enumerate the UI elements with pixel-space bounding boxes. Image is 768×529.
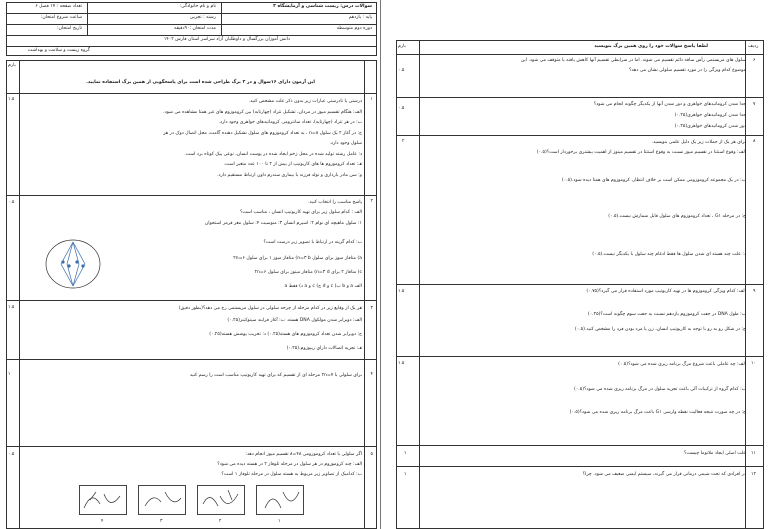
q11-number: ۱۱ (751, 451, 756, 456)
q8-line: برای هر یک از جملات زیر یک دلیل علمی بنویسید. (651, 140, 746, 145)
q2-line: پاسخ مناسب را انتخاب کنید. (308, 200, 362, 205)
q3-line: ج: دوبرابر شدن تعداد کروموزوم های هسته(۰.۲۵) د: تخریب پوشش هسته(۰.۲۵) (209, 332, 362, 337)
q1-line: ج: در آغاز ۲ یک سلول n=۸ ، به تعداد کروموزوم های سلول تشکیل دهنده گامت، محل اتصال دوک در هر (163, 131, 362, 136)
q2-line: ب: کدام گزینه در ارتباط با تصویر زیر درست است؟ (263, 240, 362, 245)
q1-line: سلول وجود دارد. (329, 141, 362, 146)
q1-line: درستی یا نادرستی عبارات زیر بدون ذکر علت مشخص کنید. (248, 99, 362, 104)
q12-text: در افرادی که تحت شیمی درمانی قرار می گیرند، سیستم ایمنی ضعیف می شود. چرا؟ (582, 472, 746, 477)
q2-line: c) متافاز ۲ برای n=۳ d) متافاز میتوز برای سلول ۲n=۶ (254, 270, 362, 275)
page-count-label: تعداد صفحه : ۱۷ فصل ۶ (35, 4, 82, 9)
q2-number: ۲ (370, 199, 373, 204)
q6-line: موضوع کدام ویژگی را در مورد تقسیم سلولی نشان می دهد؟ (629, 68, 746, 73)
q5-number: ۵ (370, 452, 373, 457)
q9-line: ب: طول DNA در جفت کروموزوم یازدهم نسبت به جفت سوم چگونه است؟(۰.۲۵) (587, 312, 746, 317)
q10-line: ج: در چه صورت نتیجه فعالیت نقطه وارسی G۱ باعث مرگ برنامه ریزی شده می شود؟(۰.۵) (569, 410, 746, 415)
q12-score: ۱ (404, 472, 407, 477)
q1-line: و: سن مادر بارداری و تولد فرزند با بیماری سندرم داون ارتباط مستقیم دارد. (217, 173, 362, 178)
telophase-image (256, 485, 304, 515)
q8-line: ب: در یک مجموعه کروموزومی ممکن است بر خلاف انتظار، کروموزوم های همتا دیده شود.(۰.۵) (561, 178, 746, 183)
student-name-label: نام و نام خانوادگی: (179, 4, 216, 9)
q4-text: برای سلولی با ۲n=۷ مرحله ای از تقسیم که برای تهیه کاریوتیپ مناسب است را رسم کنید (189, 373, 362, 378)
q6-number: ۶ (753, 58, 756, 63)
q6-score: ۰.۵ (398, 68, 405, 73)
duration-label: مدت امتحان :۹۰دقیقه (174, 26, 216, 31)
q5-score: ۰.۵ (8, 452, 15, 457)
q7-number: ۷ (753, 102, 756, 107)
field-label: رشته : تجربی (189, 15, 216, 20)
answer-instruction: لطفا پاسخ سوالات خود را روی همین برگ بنویسید (594, 44, 708, 49)
image-label: ۲ (219, 519, 222, 524)
q2-score: ۰.۵ (8, 200, 15, 205)
telophase-image (197, 485, 245, 515)
q9-line: ج: در شکل رو به رو با توجه به کاریوتیپ انسان، زن یا مرد بودن فرد را مشخص کنید.(۰.۵) (574, 327, 746, 332)
q1-number: ۱ (370, 97, 373, 102)
q4-number: ۴ (370, 372, 373, 377)
q11-score: ۱ (404, 451, 407, 456)
telophase-image (138, 485, 186, 515)
q3-line: هر یک از وقایع زیر در کدام مرحله از چرخه سلولی در سلول مریستمی رخ می دهد؟(بطور دقیق) (178, 306, 362, 311)
q3-score: ۱.۵ (8, 305, 15, 310)
score-column-header: بارم (398, 44, 406, 49)
q9-score: ۱.۵ (398, 289, 405, 294)
q7-score: ۰.۵ (398, 106, 405, 111)
q5-line: اگر سلولی با تعداد کروموزومی ۴۸=۸ تقسیم میوز انجام دهد: (245, 452, 362, 457)
q10-score: ۱.۵ (398, 361, 405, 366)
q8-score: ۲ (402, 139, 405, 144)
q2-line: ۱: سلول ماهیچه ای نوام ۲: اسپرم انسان ۳: منوسیت ۴: سلول مغز قرمز استخوان (204, 221, 362, 226)
q9-line: الف: کدام ویژگی کروموزوم ها در تهیه کاریوتیپ مورد استفاده قرار می گیرد؟(۰.۷۵) (586, 289, 746, 294)
school-line: دانش آموزان بزرگسال و داوطلبان آزاد سراسر استان فارس ۱۴۰۲ (163, 37, 290, 42)
q1-line: هـ: تعداد کروموزوم ها های کاریوتیپ از بیش از ۲ تا ۱۰۰ عدد متغیر است. (223, 162, 362, 167)
q1-line: ب: در هر تتراد (چهارتایه)، تعداد سانترومر، کروماتیدهای خواهری وجود دارد. (218, 120, 362, 125)
q2-line: الف : کدام سلول زیر برای تهیه کاریوتیپ انسان ، مناسب است؟ (239, 210, 362, 215)
q3-number: ۳ (370, 306, 373, 311)
exam-intro: این آزمون دارای ۱۶سوال و در ۳ برگ طراحی شده است برای پاسخگویی از همین برگ استفاده نمایید. (86, 80, 315, 85)
q2-line: a) متافاز میوز برای سلول n=۳ b) متافاز میوز ۱ برای سلول ۲n=۶ (233, 256, 362, 261)
q8-line: د: علت چند هسته ای شدن سلول ها فقط ادغام چند سلول با یکدیگر نیست.(۰.۵) (592, 252, 746, 257)
q7-line: جدا شدن کروماتیدهای خواهری و دور شدن آنها از یکدیگر چگونه انجام می شود؟ (593, 102, 746, 107)
spindle-cell-figure (43, 238, 103, 290)
q3-line: الف: دوبرابر شدن مولکول DNA هسته. ب: آغاز فرایند سیتوکینز(۰.۲۵) (227, 318, 362, 323)
course-title: سوالات درس: زیست شناسی و آزمایشگاه ۳ (273, 4, 372, 9)
q5-line: ب: کدامیک از تصاویر زیر مربوط به هسته سلول در مرحله تلوفاز ۱ است؟ (221, 472, 362, 477)
q1-line: د: عامل رشته تولید شده در محل زخم ایجاد شده در پوست انسان، نوعی پیک کوتاه برد است. (184, 152, 362, 157)
q8-number: ۸ (753, 139, 756, 144)
q10-line: ب: کدام گروه از ترکیبات آلی باعث تجزیه سلول در مرگ برنامه ریزی شده می شود؟(۰.۵) (574, 387, 746, 392)
q9-number: ۹ (753, 289, 756, 294)
q1-line: الف: هنگام تقسیم میوز در مردان، تشکیل تتراد (چهارتایه) بین کروموزوم های غیر همتا مشاهده می شود. (163, 110, 362, 115)
q5-line: الف: چند کروموزوم در هر سلول در مرحله تلوفاز ۲ در هسته دیده می شود؟ (217, 462, 362, 467)
q3-line: هـ: تجزیه اتصالات دارای ریبوزوم.(۰.۲۵) (286, 346, 362, 351)
image-label: ۱ (278, 519, 281, 524)
q1-score: ۱.۵ (8, 97, 15, 102)
grade-label: پایه : یازدهم (348, 15, 372, 20)
group-line: گروه زیست و سلامت و بهداشت (27, 48, 90, 53)
q12-number: ۱۲ (751, 472, 756, 477)
image-label: ۳ (160, 519, 163, 524)
exam-page-2 (392, 38, 768, 529)
telophase-image (79, 485, 127, 515)
exam-date-label: تاریخ امتحان: (56, 26, 82, 31)
exam-page-1 (3, 0, 381, 529)
q6-line: سلول های مریستمی رأس ساقه دائم تقسیم می شوند. اما در شرایطی تقسیم آنها کاهش یافته یا متوقف می شود. این (520, 58, 746, 63)
q4-score: ۱ (8, 372, 11, 377)
q7-line: دور شدن کروماتیدهای خواهری(۰.۲۵) (674, 124, 746, 129)
level-label: دوره دوم متوسطه (336, 26, 372, 31)
score-column-header: بارم (8, 63, 16, 68)
q8-line: الف: وقوع استثنا در تقسیم میوز نسبت به وقوع استثنا در تقسیم میتوز از اهمیت بیشتری برخوردار است؟(۰.۵) (536, 150, 746, 155)
q11-text: علت اصلی ایجاد ملانوما چیست؟ (683, 451, 746, 456)
q10-line: الف: چه عاملی باعث شروع مرگ برنامه ریزی شده می شود؟(۰.۵) (618, 362, 746, 367)
image-label: ۴ (101, 519, 104, 524)
start-time-label: ساعت شروع امتحان: (40, 15, 82, 20)
q7-line: جدا شدن کروماتیدهای خواهری(۰.۲۵) (674, 113, 746, 118)
q10-number: ۱۰ (751, 361, 756, 366)
q2-line: الف a و b ب) c و d ج) c و a د) فقط a (284, 284, 362, 289)
row-column-header: ردیف (748, 44, 759, 49)
q8-line: ج: در مرحله G۱ ، تعداد کروموزوم های سلول قابل شمارش نیست.(۰.۵) (608, 214, 746, 219)
